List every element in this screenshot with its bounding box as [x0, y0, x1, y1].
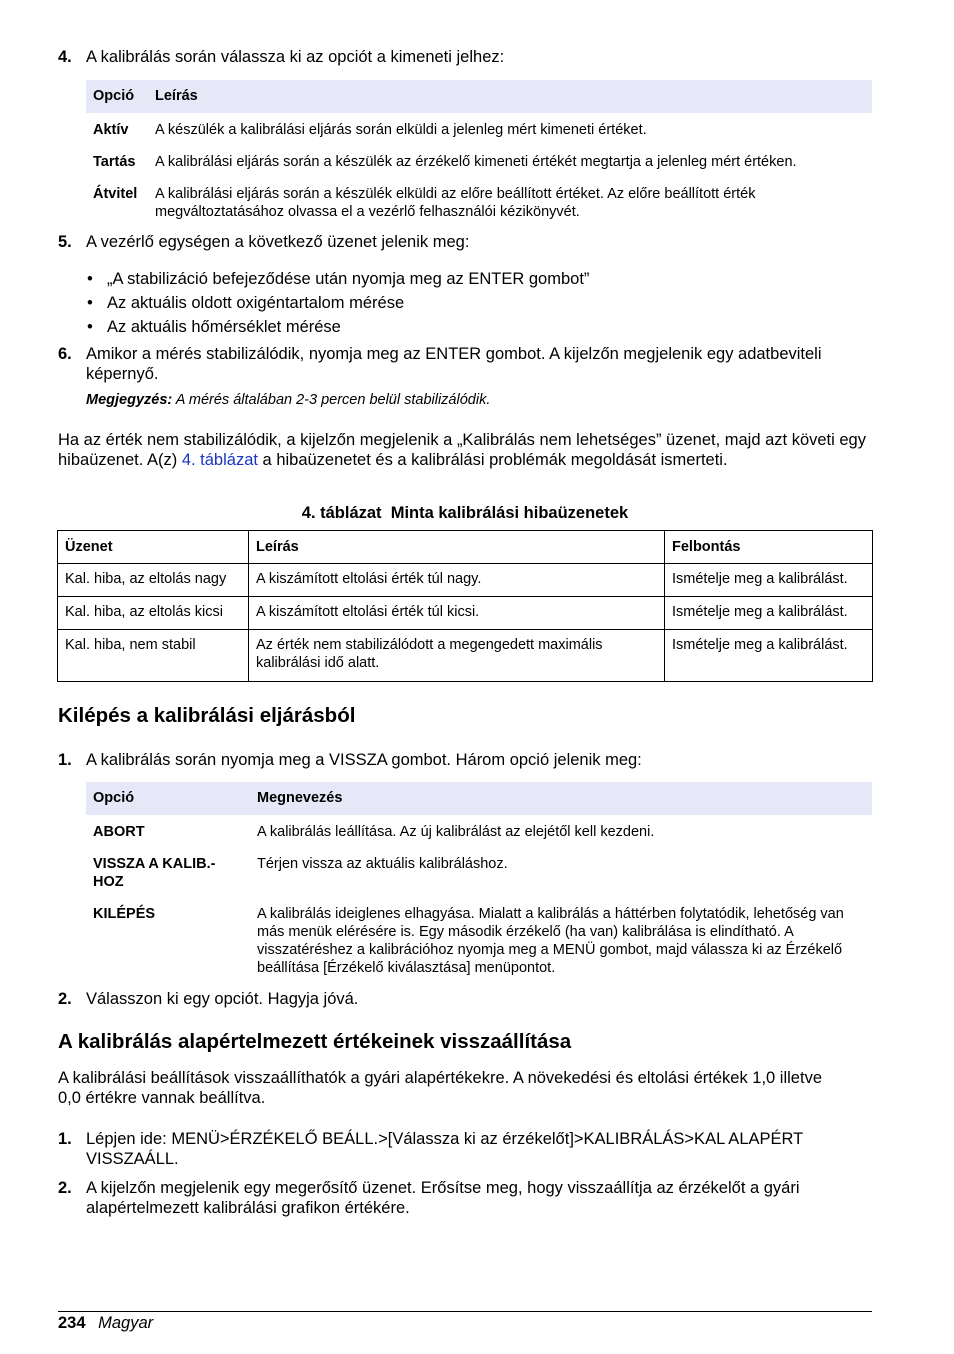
table-row	[86, 145, 872, 177]
step-number: 2.	[58, 1179, 72, 1197]
bullet-text: Az aktuális oldott oxigéntartalom mérése	[107, 294, 405, 312]
note-text: A mérés általában 2-3 percen belül stabilizálódik.	[175, 392, 491, 408]
bullet-item	[87, 293, 867, 313]
column-header: Megnevezés	[250, 782, 872, 815]
table-cell: A kiszámított eltolási érték túl nagy.	[249, 564, 665, 597]
table-row	[58, 597, 873, 630]
column-header: Opció	[86, 782, 250, 815]
bullet-dot: •	[87, 294, 93, 312]
step-number: 6.	[58, 345, 72, 363]
step-text: A kijelzőn megjelenik egy megerősítő üzenet. Erősítse meg, hogy visszaállítja az érzékelőt a gyári alapértelmezett kalibrálási grafikon értékére.	[86, 1179, 800, 1217]
bullet-text: Az aktuális hőmérséklet mérése	[107, 318, 341, 336]
option-key: KILÉPÉS	[93, 906, 156, 922]
output-options-table	[86, 80, 872, 227]
bullet-dot: •	[87, 270, 93, 288]
bullet-item	[87, 317, 867, 337]
table-cell: Ismételje meg a kalibrálást.	[665, 630, 873, 682]
table-row	[86, 815, 872, 847]
column-header: Felbontás	[665, 531, 873, 564]
step-text: Amikor a mérés stabilizálódik, nyomja meg az ENTER gombot. A kijelzőn megjelenik egy adatbeviteli képernyő.	[86, 345, 822, 383]
option-desc: A kalibrálási eljárás során a készülék elküldi az előre beállított értéket. Az előre beállított érték megváltoztatásához olvassa el a vezérlő felhasználói kézikönyvét.	[155, 186, 756, 220]
column-header: Leírás	[249, 531, 665, 564]
table-cell: Kal. hiba, az eltolás nagy	[58, 564, 249, 597]
exit-step-1	[58, 750, 878, 770]
table-row	[58, 564, 873, 597]
option-key: Tartás	[93, 154, 136, 170]
table-cell: Kal. hiba, az eltolás kicsi	[58, 597, 249, 630]
table-cell: A kiszámított eltolási érték túl kicsi.	[249, 597, 665, 630]
footer-rule	[58, 1311, 872, 1312]
step-text: A kalibrálás során válassza ki az opciót a kimeneti jelhez:	[86, 48, 505, 66]
bullet-dot: •	[87, 318, 93, 336]
table-cell: Ismételje meg a kalibrálást.	[665, 597, 873, 630]
table-header-row	[86, 80, 872, 113]
exit-step-2	[58, 989, 878, 1009]
paragraph-text: Ha az érték nem stabilizálódik, a kijelzőn megjelenik a „Kalibrálás nem lehetséges” üzenet, majd azt követi egy hibaüzenet. A(z)	[58, 431, 866, 469]
reset-paragraph: A kalibrálási beállítások visszaállíthatók a gyári alapértékekre. A növekedési és eltolási értékek 1,0 illetve 0,0 értékre vannak beállítva.	[58, 1069, 822, 1107]
option-desc: A kalibrálás leállítása. Az új kalibrálást az elejétől kell kezdeni.	[257, 824, 655, 840]
paragraph-text: a hibaüzenetet és a kalibrálási problémák megoldását ismerteti.	[257, 451, 728, 469]
reset-step-2	[58, 1178, 878, 1218]
step-5	[58, 232, 878, 252]
note	[86, 391, 490, 409]
error-messages-table	[57, 530, 873, 682]
page-number: 234	[58, 1314, 86, 1332]
option-desc: Térjen vissza az aktuális kalibráláshoz.	[257, 856, 508, 872]
step-number: 4.	[58, 48, 72, 66]
option-key: Átvitel	[93, 186, 138, 202]
table-header-row	[86, 782, 872, 815]
step-number: 1.	[58, 751, 72, 769]
table-cell: Kal. hiba, nem stabil	[58, 630, 249, 682]
option-desc: A kalibrálás ideiglenes elhagyása. Mialatt a kalibrálás a háttérben folytatódik, lehetőség van más menük elérésére is. Egy második érzékelő (ha van) kalibrálása is elindítható. A visszatéréshez a kalibrációhoz nyomja meg a MENÜ gombot, majd válassza ki az Érzékelő beállítása [Érzékelő kiválasztása] menüpontot.	[257, 906, 844, 976]
step-text: Lépjen ide: MENÜ>ÉRZÉKELŐ BEÁLL.>[Válassza ki az érzékelőt]>KALIBRÁLÁS>KAL ALAPÉRT VISSZAÁLL.	[86, 1130, 803, 1168]
step-6	[58, 344, 878, 384]
table-cell: Ismételje meg a kalibrálást.	[665, 564, 873, 597]
table-cell: Az érték nem stabilizálódott a megengedett maximális kalibrálási idő alatt.	[249, 630, 665, 682]
note-label: Megjegyzés:	[86, 392, 173, 408]
error-paragraph	[58, 430, 868, 470]
step-number: 5.	[58, 233, 72, 251]
option-key: Aktív	[93, 122, 129, 138]
bullet-text: „A stabilizáció befejeződése után nyomja meg az ENTER gombot”	[107, 270, 590, 288]
step-number: 2.	[58, 990, 72, 1008]
table-row	[86, 113, 872, 145]
step-number: 1.	[58, 1130, 72, 1148]
section-heading-exit: Kilépés a kalibrálási eljárásból	[58, 704, 356, 727]
option-key: ABORT	[93, 824, 145, 840]
column-header: Üzenet	[58, 531, 249, 564]
table-header-row	[58, 531, 873, 564]
footer-language: Magyar	[98, 1314, 154, 1332]
table-link[interactable]: 4. táblázat	[181, 451, 258, 469]
table-row	[86, 177, 872, 227]
step-text: A vezérlő egységen a következő üzenet jelenik meg:	[86, 233, 470, 251]
option-desc: A készülék a kalibrálási eljárás során elküldi a jelenleg mért kimeneti értéket.	[155, 122, 647, 138]
step-text: Válasszon ki egy opciót. Hagyja jóvá.	[86, 990, 359, 1008]
table-row	[86, 897, 872, 983]
reset-step-1	[58, 1129, 878, 1169]
option-key: VISSZA A KALIB.-HOZ	[93, 856, 216, 890]
bullet-item	[87, 269, 867, 289]
section-heading-reset: A kalibrálás alapértelmezett értékeinek visszaállítása	[58, 1030, 572, 1053]
step-4	[58, 47, 878, 67]
exit-options-table	[86, 782, 872, 983]
column-header: Opció	[86, 80, 148, 113]
table-row	[86, 847, 872, 897]
option-desc: A kalibrálási eljárás során a készülék az érzékelő kimeneti értékét megtartja a jelenleg mért értéken.	[155, 154, 797, 170]
step-text: A kalibrálás során nyomja meg a VISSZA gombot. Három opció jelenik meg:	[86, 751, 642, 769]
table-row	[58, 630, 873, 682]
table-caption: 4. táblázat Minta kalibrálási hibaüzenetek	[301, 504, 629, 522]
column-header: Leírás	[148, 80, 872, 113]
footer	[58, 1313, 153, 1333]
